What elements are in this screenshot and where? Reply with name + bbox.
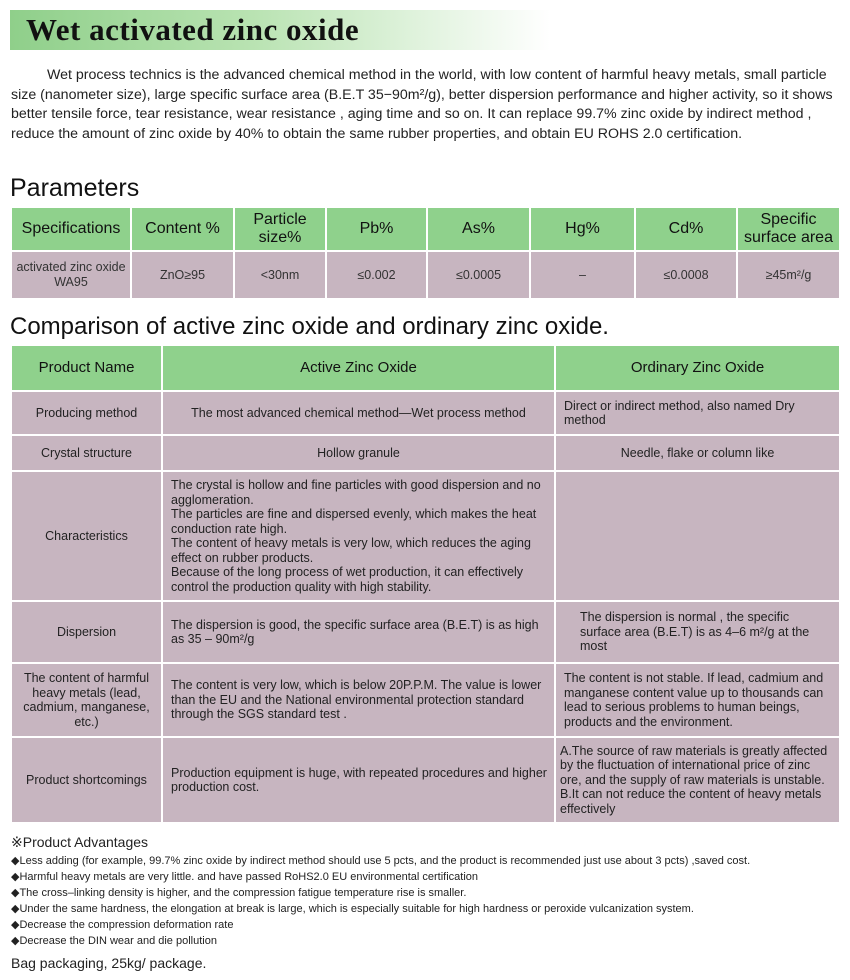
param-cell: – <box>530 251 635 299</box>
compare-active-cell: The most advanced chemical method—Wet process method <box>162 391 555 435</box>
compare-name-cell: Producing method <box>11 391 162 435</box>
compare-ordinary-cell: The content is not stable. If lead, cadmium and manganese content value up to thousands can lead to serious problems to human beings, products and the environment. <box>555 663 840 737</box>
compare-active-cell: Production equipment is huge, with repeated procedures and higher production cost. <box>162 737 555 823</box>
param-header-cell: Specifications <box>11 207 131 251</box>
compare-name-cell: Dispersion <box>11 601 162 663</box>
compare-ordinary-cell: Direct or indirect method, also named Dry method <box>555 391 840 435</box>
param-header-cell: Content % <box>131 207 234 251</box>
compare-ordinary-cell: The dispersion is normal , the specific surface area (B.E.T) is as 4–6 m²/g at the most <box>555 601 840 663</box>
parameters-heading: Parameters <box>10 174 140 202</box>
intro-text: Wet process technics is the advanced chemical method in the world, with low content of harmful heavy metals, small particle size (nanometer size), large specific surface area (B.E.T 35−90m²/g), better dispersion performance and higher activity, so it shows better tensile force, tear resistance, wear resistance , aging time and so on. It can replace 99.7% zinc oxide by indirect method , reduce the amount of zinc oxide by 40% to obtain the same rubber properties, and obtain EU ROHS 2.0 certification. <box>11 67 833 142</box>
compare-active-cell: The crystal is hollow and fine particles with good dispersion and no agglomeration. The particles are fine and dispersed evenly, which makes the heat conduction rate high. The content of heavy metals is very low, which reduces the aging effect on rubber products. Because of the long process of wet production, it can effectively control the production quality with high stability. <box>162 471 555 601</box>
compare-active-cell: The content is very low, which is below 20P.P.M. The value is lower than the EU and the National environmental protection standard through the SGS standard test . <box>162 663 555 737</box>
compare-header-cell: Product Name <box>11 345 162 391</box>
compare-header-cell: Ordinary Zinc Oxide <box>555 345 840 391</box>
page-title: Wet activated zinc oxide <box>26 12 360 47</box>
parameters-table <box>10 206 841 300</box>
param-header-cell: Hg% <box>530 207 635 251</box>
compare-active-cell: The dispersion is good, the specific surface area (B.E.T) is as high as 35 – 90m²/g <box>162 601 555 663</box>
compare-name-cell: The content of harmful heavy metals (lead, cadmium, manganese, etc.) <box>11 663 162 737</box>
parameters-header-row <box>11 207 840 251</box>
param-header-cell: Specific surface area <box>737 207 840 251</box>
advantage-item: ◆Less adding (for example, 99.7% zinc oxide by indirect method should use 5 pcts, and the product is recommended just use about 3 pcts) ,saved cost. <box>11 855 751 867</box>
param-cell: <30nm <box>234 251 326 299</box>
param-header-cell: As% <box>427 207 530 251</box>
comparison-row <box>11 435 840 471</box>
param-header-cell: Particle size% <box>234 207 326 251</box>
advantage-item: ◆Decrease the compression deformation rate <box>11 919 234 931</box>
advantage-item: ◆Under the same hardness, the elongation at break is large, which is especially suitable for high hardness or peroxide vulcanization system. <box>11 903 694 915</box>
compare-name-cell: Crystal structure <box>11 435 162 471</box>
param-cell: ≤0.0008 <box>635 251 737 299</box>
title-banner <box>10 10 550 50</box>
compare-ordinary-cell: Needle, flake or column like <box>555 435 840 471</box>
parameters-data-row <box>11 251 840 299</box>
comparison-header-row <box>11 345 840 391</box>
advantage-item: ◆The cross–linking density is higher, and the compression fatigue temperature rise is smaller. <box>11 887 467 899</box>
param-cell: ≤0.002 <box>326 251 427 299</box>
compare-name-cell: Characteristics <box>11 471 162 601</box>
param-header-cell: Cd% <box>635 207 737 251</box>
advantages-title: ※Product Advantages <box>11 834 149 850</box>
comparison-row <box>11 471 840 601</box>
advantage-item: ◆Harmful heavy metals are very little. and have passed RoHS2.0 EU environmental certification <box>11 871 479 883</box>
compare-name-cell: Product shortcomings <box>11 737 162 823</box>
comparison-row <box>11 391 840 435</box>
param-header-cell: Pb% <box>326 207 427 251</box>
comparison-table <box>10 344 841 824</box>
param-cell: ≥45m²/g <box>737 251 840 299</box>
advantage-item: ◆Decrease the DIN wear and die pollution <box>11 935 217 947</box>
comparison-heading: Comparison of active zinc oxide and ordinary zinc oxide. <box>10 313 609 340</box>
comparison-row <box>11 737 840 823</box>
compare-ordinary-cell: A.The source of raw materials is greatly affected by the fluctuation of international price of zinc ore, and the supply of raw materials is unstable. B.It can not reduce the content of heavy metals effectively <box>555 737 840 823</box>
param-cell: activated zinc oxide WA95 <box>11 251 131 299</box>
compare-header-cell: Active Zinc Oxide <box>162 345 555 391</box>
product-advantages <box>11 834 841 949</box>
intro-paragraph <box>11 66 841 144</box>
comparison-row <box>11 601 840 663</box>
compare-active-cell: Hollow granule <box>162 435 555 471</box>
comparison-row <box>11 663 840 737</box>
param-cell: ≤0.0005 <box>427 251 530 299</box>
packaging-note: Bag packaging, 25kg/ package. <box>11 955 207 971</box>
compare-ordinary-cell <box>555 471 840 601</box>
param-cell: ZnO≥95 <box>131 251 234 299</box>
